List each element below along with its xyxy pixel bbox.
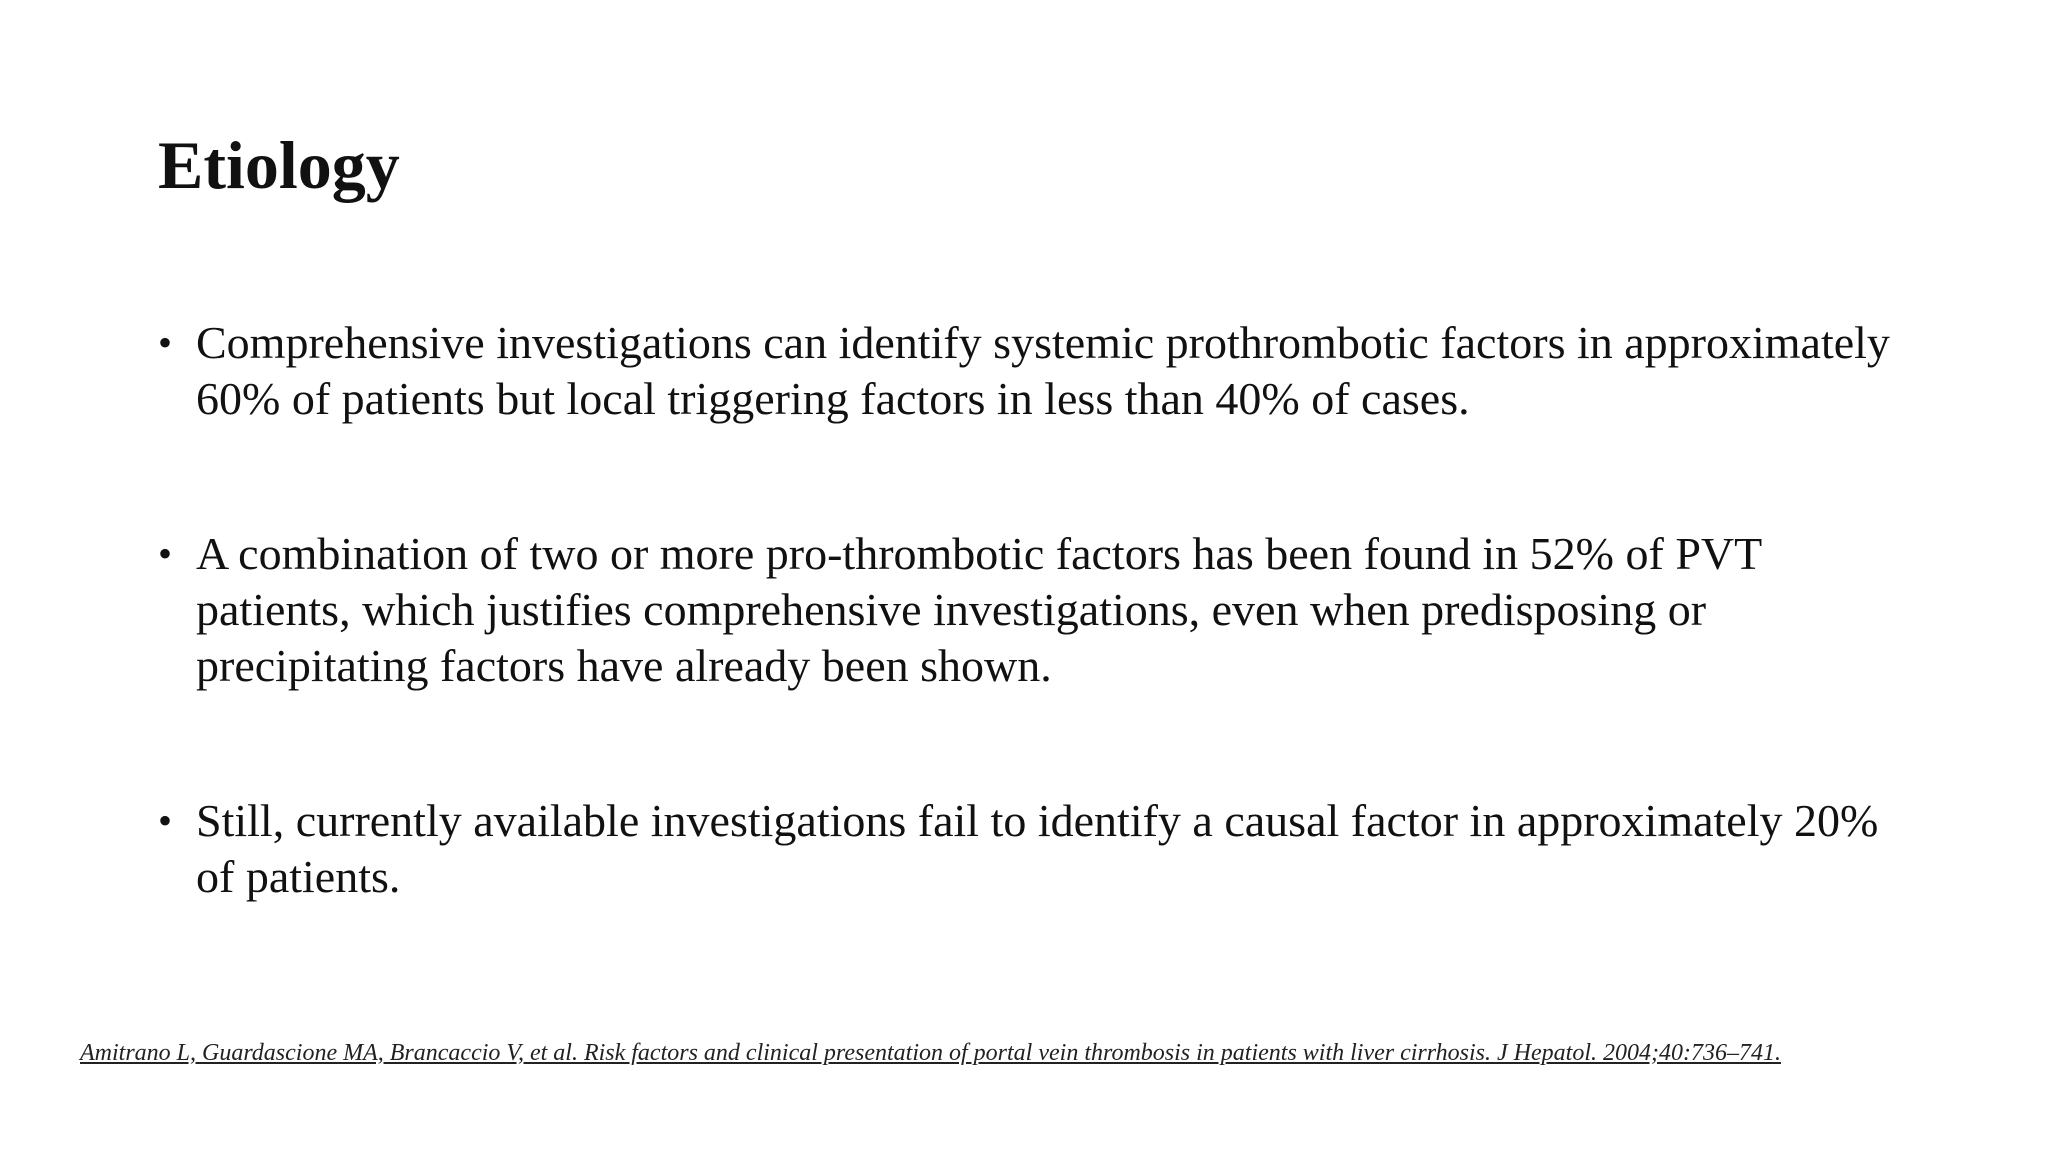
- bullet-text: A combination of two or more pro-thrombotic factors has been found in 52% of PVT patients, which justifies comprehensive investigations, even when predisposing or precipitating factors have already been shown.: [196, 528, 1762, 691]
- citation-link[interactable]: Amitrano L, Guardascione MA, Brancaccio V, et al. Risk factors and clinical presentation of portal vein thrombosis in patients with liver cirrhosis. J Hepatol. 2004;40:736–741.: [80, 1040, 1781, 1066]
- bullet-item: [158, 526, 1918, 694]
- bullet-list: [158, 315, 1918, 905]
- bullet-text: Comprehensive investigations can identify systemic prothrombotic factors in approximately 60% of patients but local triggering factors in less than 40% of cases.: [196, 317, 1890, 424]
- bullet-marker: •: [158, 531, 173, 576]
- bullet-text: Still, currently available investigations fail to identify a causal factor in approximately 20% of patients.: [196, 795, 1879, 902]
- bullet-marker: •: [158, 320, 173, 365]
- bullet-marker: •: [158, 798, 173, 843]
- bullet-item: [158, 793, 1918, 905]
- bullet-item: [158, 315, 1918, 427]
- slide-title: Etiology: [158, 127, 400, 203]
